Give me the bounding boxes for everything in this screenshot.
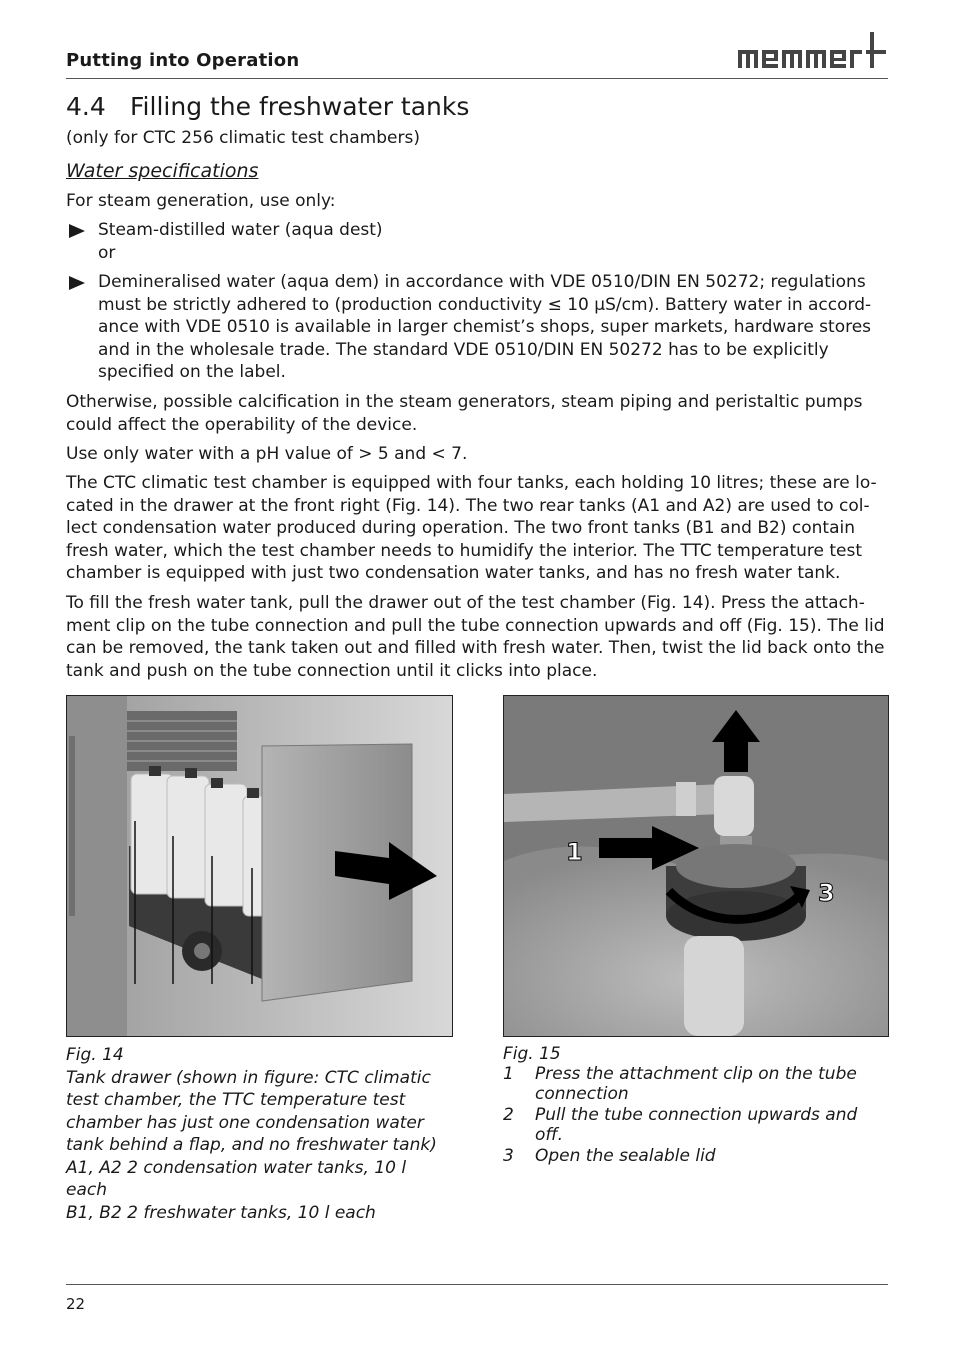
- bullet-text: Steam-distilled water (aqua dest): [98, 220, 383, 240]
- step-number: 3: [503, 1146, 514, 1166]
- paragraph: Otherwise, possible calcification in the steam generators, steam piping and peristaltic pumps could affect the operability of the device.: [66, 392, 863, 435]
- bullet-item: [66, 219, 888, 264]
- water-spec-heading: Water specifications: [66, 160, 259, 182]
- section-title: Filling the freshwater tanks: [130, 92, 470, 121]
- paragraph: To fill the fresh water tank, pull the drawer out of the test chamber (Fig. 14). Press the attach-ment clip on the tube connection and pull the tube connection upwards and off (Fig. 15). The lid can be removed, the tank taken out and filled with fresh water. Then, twist the lid back onto the tank and push on the tube connection until it clicks into place.: [66, 593, 885, 681]
- figure-14-caption: [66, 1044, 451, 1224]
- bullet-arrow-icon: [66, 219, 98, 264]
- section-label: Putting into Operation: [66, 50, 300, 71]
- list-item: [503, 1105, 887, 1145]
- section-heading: [66, 92, 469, 121]
- header-divider: [66, 78, 888, 79]
- memmert-logo: [738, 30, 888, 74]
- figure-15-caption: [503, 1044, 887, 1167]
- callout-1: 1: [566, 838, 583, 866]
- figure-15-image: [503, 695, 889, 1037]
- paragraph: The CTC climatic test chamber is equipped with four tanks, each holding 10 litres; these are lo-cated in the drawer at the front right (Fig. 14). The two rear tanks (A1 and A2) are used to col-lect condensation water produced during operation. The two front tanks (B1 and B2) contain fresh water, which the test chamber needs to humidify the interior. The TTC temperature test chamber is equipped with just two condensation water tanks, and has no fresh water tank.: [66, 473, 877, 583]
- step-number: 2: [503, 1105, 514, 1125]
- bullet-item: [66, 271, 888, 384]
- bullet-or: or: [98, 242, 116, 263]
- figure-14-legend-a: A1, A2 2 condensation water tanks, 10 l each: [66, 1157, 407, 1200]
- section-subtitle: (only for CTC 256 climatic test chambers): [66, 128, 420, 148]
- section-number: 4.4: [66, 92, 106, 121]
- figure-14-label: Fig. 14: [66, 1045, 124, 1065]
- figure-14-description: Tank drawer (shown in figure: CTC climatic test chamber, the TTC temperature test chamber has just one condensation water tank behind a flap, and no freshwater tank): [66, 1067, 437, 1155]
- paragraph: Use only water with a pH value of > 5 and < 7.: [66, 444, 468, 464]
- step-text: Pull the tube connection upwards and off.: [535, 1105, 858, 1145]
- figure-14-legend-b: B1, B2 2 freshwater tanks, 10 l each: [66, 1202, 376, 1223]
- step-number: 1: [503, 1064, 514, 1084]
- figure-15-label: Fig. 15: [503, 1044, 561, 1064]
- footer-divider: [66, 1284, 888, 1285]
- page-number: 22: [66, 1295, 86, 1313]
- memmert-logo-graphic: [738, 30, 888, 74]
- bullet-text: Demineralised water (aqua dem) in accordance with VDE 0510/DIN EN 50272; regulations must be strictly adhered to (production conductivity ≤ 10 μS/cm). Battery water in accord-ance with VDE 0510 is available in larger chemist’s shops, super markets, hardware stores and in the wholesale trade. The standard VDE 0510/DIN EN 50272 has to be explicitly specified on the label.: [98, 272, 872, 382]
- step-text: Press the attachment clip on the tube connection: [535, 1064, 857, 1104]
- callout-3: 3: [818, 879, 835, 907]
- list-item: [503, 1146, 887, 1166]
- bullet-arrow-icon: [66, 271, 98, 384]
- step-text: Open the sealable lid: [535, 1146, 716, 1166]
- list-item: [503, 1064, 887, 1104]
- figure-14-image: [66, 695, 453, 1037]
- water-spec-lead: For steam generation, use only:: [66, 191, 336, 211]
- figure-15-steps: [503, 1064, 887, 1166]
